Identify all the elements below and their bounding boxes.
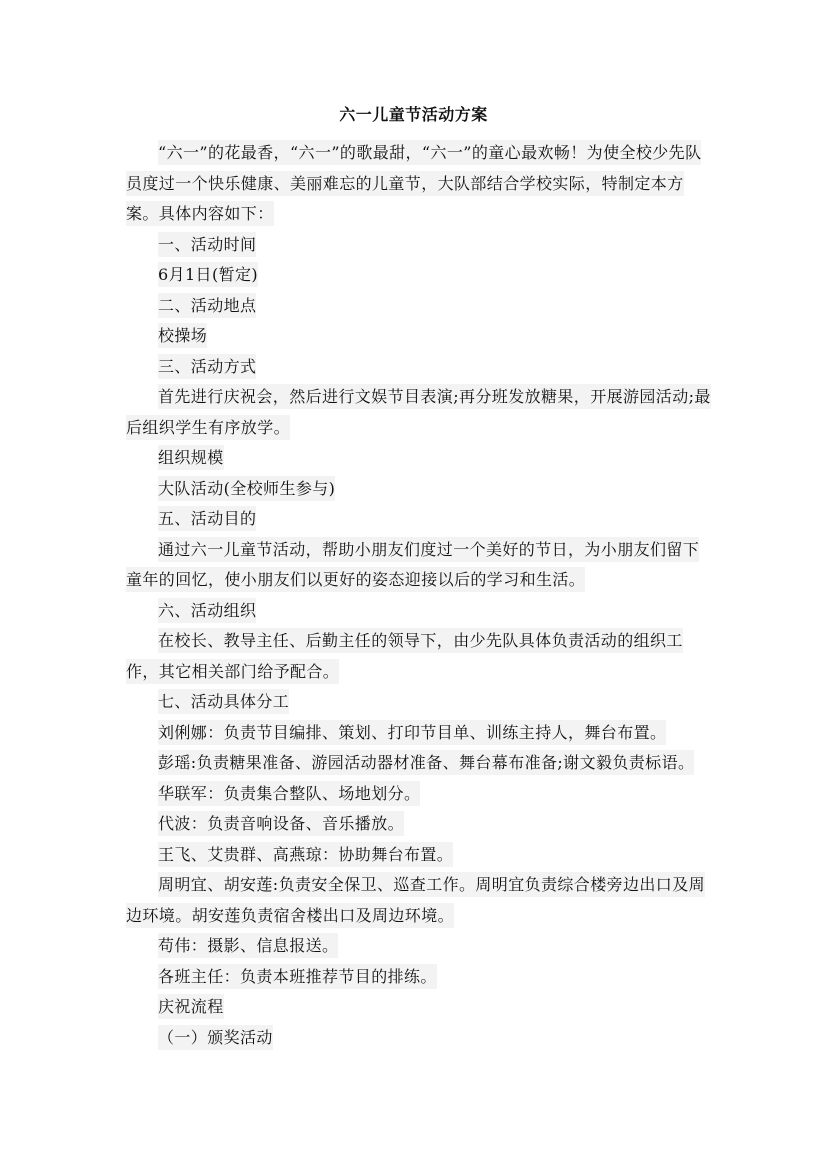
section-heading-scale: 组织规模 [126, 443, 711, 474]
task-item: 华联军：负责集合整队、场地划分。 [126, 779, 711, 810]
section-heading-place: 二、活动地点 [126, 291, 711, 322]
paragraph-organization: 在校长、教导主任、后勤主任的领导下，由少先队具体负责活动的组织工作，其它相关部门给予配合。 [126, 626, 711, 687]
document-title: 六一儿童节活动方案 [339, 105, 488, 124]
section-heading-time: 一、活动时间 [126, 230, 711, 261]
paragraph-scale: 大队活动(全校师生参与) [126, 474, 711, 505]
section-heading-purpose: 五、活动目的 [126, 504, 711, 535]
section-heading-process: 庆祝流程 [126, 992, 711, 1023]
paragraph-time: 6月1日(暂定) [126, 260, 711, 291]
intro-paragraph: “六一”的花最香，“六一”的歌最甜，“六一”的童心最欢畅！为使全校少先队员度过一个快乐健康、美丽难忘的儿童节，大队部结合学校实际，特制定本方案。具体内容如下： [126, 138, 711, 230]
document-body [126, 138, 711, 1053]
task-item: 刘俐娜：负责节目编排、策划、打印节目单、训练主持人，舞台布置。 [126, 718, 711, 749]
subsection-heading-awards: （一）颁奖活动 [126, 1023, 711, 1054]
task-item: 各班主任：负责本班推荐节目的排练。 [126, 962, 711, 993]
task-item: 周明宜、胡安莲:负责安全保卫、巡查工作。周明宜负责综合楼旁边出口及周边环境。胡安莲负责宿舍楼出口及周边环境。 [126, 870, 711, 931]
task-item: 彭瑶:负责糖果准备、游园活动器材准备、舞台幕布准备;谢文毅负责标语。 [126, 748, 711, 779]
paragraph-purpose: 通过六一儿童节活动，帮助小朋友们度过一个美好的节日，为小朋友们留下童年的回忆，使小朋友们以更好的姿态迎接以后的学习和生活。 [126, 535, 711, 596]
section-heading-method: 三、活动方式 [126, 352, 711, 383]
section-heading-organization: 六、活动组织 [126, 596, 711, 627]
paragraph-place: 校操场 [126, 321, 711, 352]
task-item: 代波：负责音响设备、音乐播放。 [126, 809, 711, 840]
section-heading-division: 七、活动具体分工 [126, 687, 711, 718]
task-item: 苟伟：摄影、信息报送。 [126, 931, 711, 962]
task-item: 王飞、艾贵群、高燕琼：协助舞台布置。 [126, 840, 711, 871]
paragraph-method: 首先进行庆祝会，然后进行文娱节目表演;再分班发放糖果，开展游园活动;最后组织学生有序放学。 [126, 382, 711, 443]
